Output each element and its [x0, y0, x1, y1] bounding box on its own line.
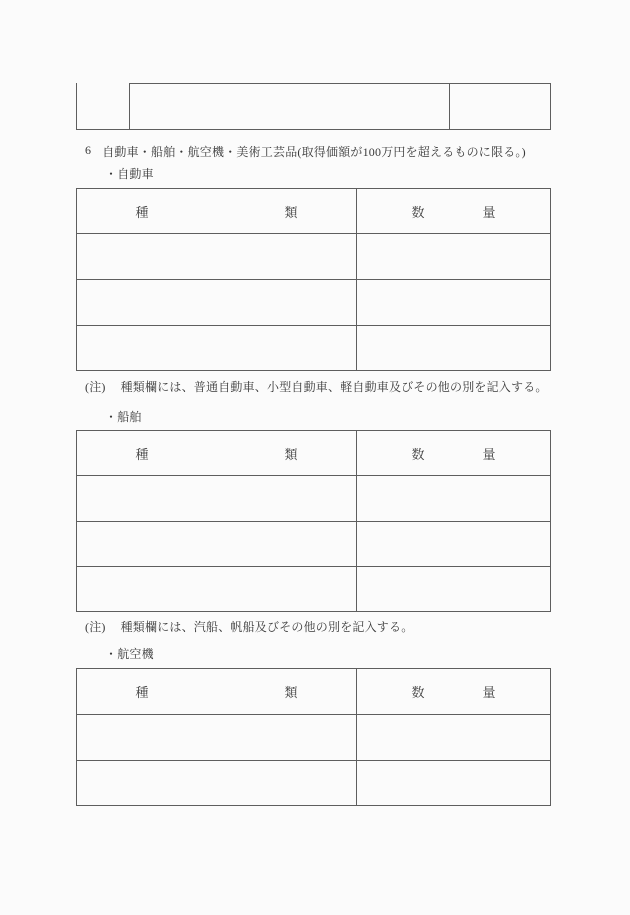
- note-text: 種類欄には、普通自動車、小型自動車、軽自動車及びその他の別を記入する。: [120, 380, 548, 394]
- note-label: (注): [85, 620, 106, 634]
- section-title: 自動車・船舶・航空機・美術工芸品(取得価額が100万円を超えるものに限る。): [102, 145, 526, 159]
- table-row: [77, 279, 550, 325]
- header-cell-type: [77, 189, 356, 233]
- table-cell-quantity: [356, 280, 550, 325]
- table-ship: [76, 430, 551, 612]
- table-cell-empty: [76, 83, 129, 129]
- table-cell-type: [77, 522, 356, 566]
- table-row: [77, 521, 550, 566]
- header-text: 種: [135, 446, 149, 462]
- table-cell-quantity: [356, 761, 550, 805]
- section-number: 6: [85, 143, 92, 157]
- table-cell-quantity: [356, 234, 550, 279]
- table-cell-type: [77, 234, 356, 279]
- header-text: 類: [284, 685, 298, 700]
- header-text: 類: [284, 446, 298, 462]
- note-text: 種類欄には、汽船、帆船及びその他の別を記入する。: [120, 620, 414, 634]
- header-text: 数: [411, 446, 425, 462]
- table-cell-type: [77, 567, 356, 611]
- table-header-row: [77, 669, 550, 714]
- table-cell-quantity: [356, 715, 550, 760]
- note-ship: [85, 618, 413, 635]
- table-row: [77, 566, 550, 611]
- table-header-row: [77, 189, 550, 233]
- table-cell-quantity: [356, 522, 550, 566]
- header-text: 数: [411, 685, 425, 700]
- table-cell-empty: [449, 83, 551, 129]
- header-text: 種: [135, 685, 149, 700]
- header-text: 数: [411, 204, 425, 220]
- note-label: (注): [85, 380, 106, 394]
- subsection-label-aircraft: ・航空機: [105, 647, 154, 661]
- header-cell-quantity: [356, 431, 550, 475]
- top-table-fragment: [76, 83, 551, 130]
- table-row: [77, 760, 550, 805]
- table-cell-type: [77, 326, 356, 370]
- header-text: 類: [284, 204, 298, 220]
- table-row: [77, 325, 550, 370]
- table-cell-type: [77, 476, 356, 521]
- table-cell-type: [77, 715, 356, 760]
- header-text: 量: [482, 204, 496, 220]
- table-cell-type: [77, 761, 356, 805]
- table-cell-quantity: [356, 567, 550, 611]
- header-cell-quantity: [356, 189, 550, 233]
- subsection-label-ship: ・船舶: [105, 410, 142, 424]
- table-header-row: [77, 431, 550, 475]
- table-aircraft: [76, 668, 551, 806]
- header-text: 種: [135, 204, 149, 220]
- table-automobile: [76, 188, 551, 371]
- table-cell-quantity: [356, 326, 550, 370]
- table-cell-empty: [129, 83, 449, 129]
- subsection-label-automobile: ・自動車: [105, 167, 154, 181]
- header-cell-type: [77, 669, 356, 714]
- header-text: 量: [482, 685, 496, 700]
- header-cell-type: [77, 431, 356, 475]
- table-cell-quantity: [356, 476, 550, 521]
- table-cell-type: [77, 280, 356, 325]
- note-automobile: [85, 378, 548, 395]
- header-text: 量: [482, 446, 496, 462]
- table-row: [77, 233, 550, 279]
- table-row: [77, 475, 550, 521]
- section-heading: [85, 143, 526, 160]
- header-cell-quantity: [356, 669, 550, 714]
- table-row: [77, 714, 550, 760]
